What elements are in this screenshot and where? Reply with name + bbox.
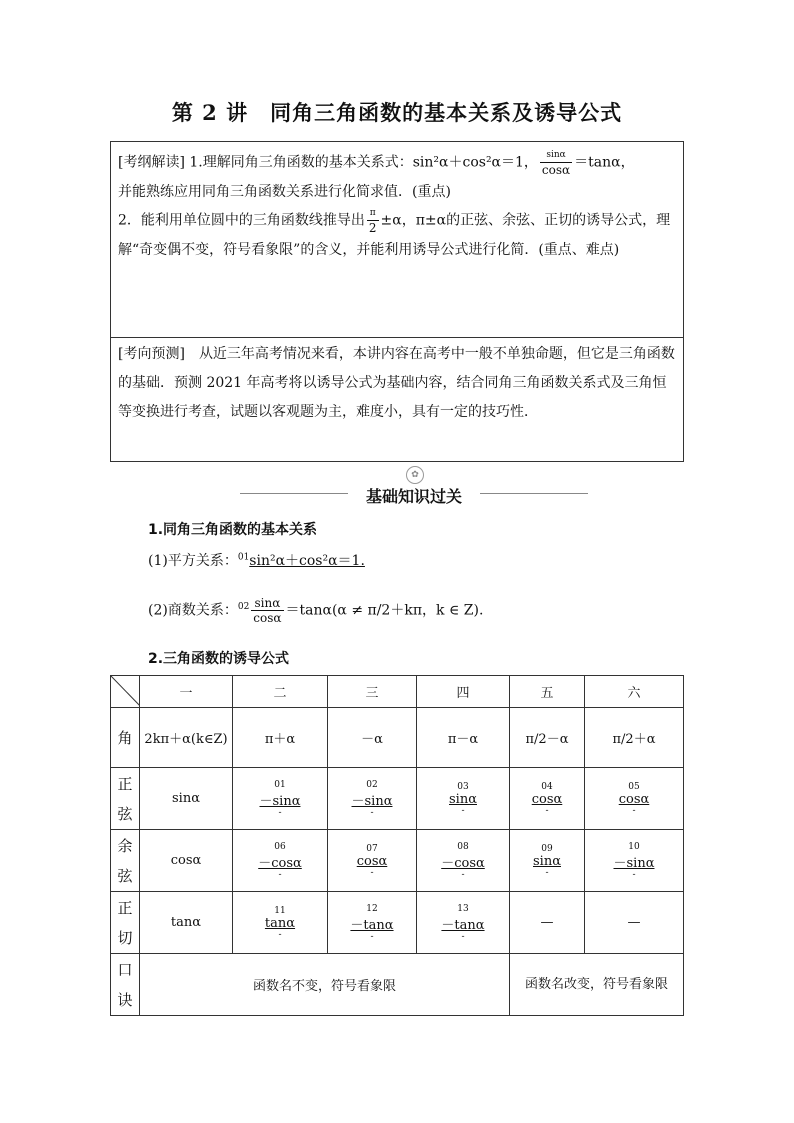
text: 01 xyxy=(274,779,286,790)
fill-cell: 13 －tanα - xyxy=(417,892,510,954)
row-label-angle: 角 xyxy=(111,708,140,768)
text: 05 xyxy=(628,781,640,792)
text: 诀 xyxy=(117,990,133,1009)
text: 12 xyxy=(366,903,378,914)
text: 10 xyxy=(628,841,640,852)
fill-cell: 07 cosα - xyxy=(328,830,417,892)
table-row-cos xyxy=(111,830,684,892)
text: 09 xyxy=(541,843,553,854)
text: 弦 xyxy=(117,804,133,823)
fill-cell: 11 tanα - xyxy=(233,892,328,954)
col-header: 三 xyxy=(328,676,417,708)
fill-cell: 06 －cosα - xyxy=(233,830,328,892)
text: (1)平方关系： xyxy=(148,553,238,569)
angle-cell: π/2＋α xyxy=(585,708,684,768)
table-row-rule xyxy=(111,954,684,1016)
text: sinα xyxy=(251,596,283,611)
heading-basic-relations: 1.同角三角函数的基本关系 xyxy=(148,522,318,538)
syllabus-box xyxy=(110,141,684,462)
angle-cell: 2kπ＋α(k∈Z) xyxy=(140,708,233,768)
angle-cell: π＋α xyxy=(233,708,328,768)
leaf-icon: ✿ xyxy=(406,466,424,484)
fill-cell: 08 －cosα - xyxy=(417,830,510,892)
text: －cosα xyxy=(441,855,485,871)
text: sinα xyxy=(533,853,561,869)
diagonal-corner-cell xyxy=(111,676,140,708)
rule-right: 函数名改变，符号看象限 xyxy=(510,954,684,1016)
kaoxiang-text: 从近三年高考情况来看，本讲内容在高考中一般不单独命题，但它是三角函数的基础．预测 2021 年高考将以诱导公式为基础内容，结合同角三角函数关系式及三角恒等变换进行考查，试题以客观题为主，难度小，具有一定的技巧性． xyxy=(118,346,675,420)
pi-half-fraction xyxy=(367,206,379,235)
fill-cell: 04 cosα - xyxy=(510,768,585,830)
kaogang-1c: 并能熟练应用同角三角函数关系进行化简求值．(重点) xyxy=(118,183,451,200)
heading-induction-formulas: 2.三角函数的诱导公式 xyxy=(148,651,290,667)
fill-cell: 12 －tanα - xyxy=(328,892,417,954)
blank-answer: sin²α＋cos²α＝1. xyxy=(249,553,365,569)
text: －cosα xyxy=(258,855,302,871)
text: sinα xyxy=(449,791,477,807)
base-cell: tanα xyxy=(140,892,233,954)
kaogang-1b: ＝tanα， xyxy=(574,154,635,171)
row-label-tan xyxy=(111,892,140,954)
text: 11 xyxy=(274,905,286,916)
rule-left: 函数名不变，符号看象限 xyxy=(140,954,510,1016)
table-row-angle xyxy=(111,708,684,768)
divider-right xyxy=(480,493,588,494)
row-label-cos xyxy=(111,830,140,892)
text: －tanα xyxy=(441,917,485,933)
kaoxiang-label: [考向预测] xyxy=(118,346,185,362)
fill-cell: 03 sinα - xyxy=(417,768,510,830)
fill-cell: 05 cosα - xyxy=(585,768,684,830)
page-title: 第 2 讲 同角三角函数的基本关系及诱导公式 xyxy=(171,100,623,125)
fill-cell: 09 sinα - xyxy=(510,830,585,892)
text: 正 xyxy=(117,774,133,793)
col-header: 一 xyxy=(140,676,233,708)
box-separator xyxy=(111,337,683,338)
blank-number: 02 xyxy=(237,601,250,612)
square-relation xyxy=(148,550,365,570)
kaogang-paragraph-1 xyxy=(118,148,677,207)
kaogang-2a: 2．能利用单位圆中的三角函数线推导出 xyxy=(118,212,365,229)
table-header-row xyxy=(111,676,684,708)
base-cell: cosα xyxy=(140,830,233,892)
col-header: 二 xyxy=(233,676,328,708)
text: 04 xyxy=(541,781,553,792)
base-cell: sinα xyxy=(140,768,233,830)
angle-cell: π－α xyxy=(417,708,510,768)
text: cosα xyxy=(356,853,388,869)
kaogang-2b: ±α，π±α的正弦、余弦、正切的诱导公式，理解“奇变偶不变，符号看象限”的含义，并能利用诱导公式进行化简．(重点、难点) xyxy=(118,212,671,258)
blank-number: 01 xyxy=(237,552,250,563)
text: ＝tanα(α ≠ π/2＋kπ，k ∈ Z). xyxy=(285,602,484,619)
text: －tanα xyxy=(350,917,394,933)
empty-cell: — xyxy=(585,892,684,954)
fill-cell: 01 －sinα - xyxy=(233,768,328,830)
text: tanα xyxy=(264,915,296,931)
text: 弦 xyxy=(117,866,133,885)
text: (2)商数关系： xyxy=(148,602,238,619)
induction-formula-table xyxy=(110,675,684,1016)
text: cosα xyxy=(253,611,282,625)
text: cosα xyxy=(541,163,571,177)
text: 正 xyxy=(117,898,133,917)
text: －sinα xyxy=(613,855,655,871)
text: 余 xyxy=(117,836,133,855)
empty-cell: — xyxy=(510,892,585,954)
kaoxiang-paragraph xyxy=(118,340,677,427)
kaogang-1a: 1.理解同角三角函数的基本关系式：sin²α＋cos²α＝1， xyxy=(189,154,538,171)
text: 07 xyxy=(366,843,378,854)
col-header: 六 xyxy=(585,676,684,708)
table-row-tan xyxy=(111,892,684,954)
divider-left xyxy=(240,493,348,494)
text: 08 xyxy=(457,841,469,852)
text: 06 xyxy=(274,841,286,852)
text: 02 xyxy=(366,779,378,790)
row-label-sin xyxy=(111,768,140,830)
col-header: 五 xyxy=(510,676,585,708)
kaogang-label: [考纲解读] xyxy=(118,154,185,171)
table-row-sin xyxy=(111,768,684,830)
text: 切 xyxy=(117,928,133,947)
text: －sinα xyxy=(351,793,393,809)
quotient-relation xyxy=(148,596,483,625)
angle-cell: π/2－α xyxy=(510,708,585,768)
section-title: 基础知识过关 xyxy=(365,487,462,506)
text: cosα xyxy=(531,791,563,807)
kaogang-paragraph-2 xyxy=(118,206,677,265)
col-header: 四 xyxy=(417,676,510,708)
text: 03 xyxy=(457,781,469,792)
text: π xyxy=(367,206,379,221)
text: 13 xyxy=(457,903,469,914)
text: －sinα xyxy=(259,793,301,809)
text: 口 xyxy=(117,960,133,979)
fill-cell: 10 －sinα - xyxy=(585,830,684,892)
tan-fraction xyxy=(540,148,572,177)
fill-cell: 02 －sinα - xyxy=(328,768,417,830)
text: sinα xyxy=(540,148,572,163)
text: cosα xyxy=(618,791,650,807)
text: 2 xyxy=(368,221,377,235)
angle-cell: －α xyxy=(328,708,417,768)
row-label-rule xyxy=(111,954,140,1016)
